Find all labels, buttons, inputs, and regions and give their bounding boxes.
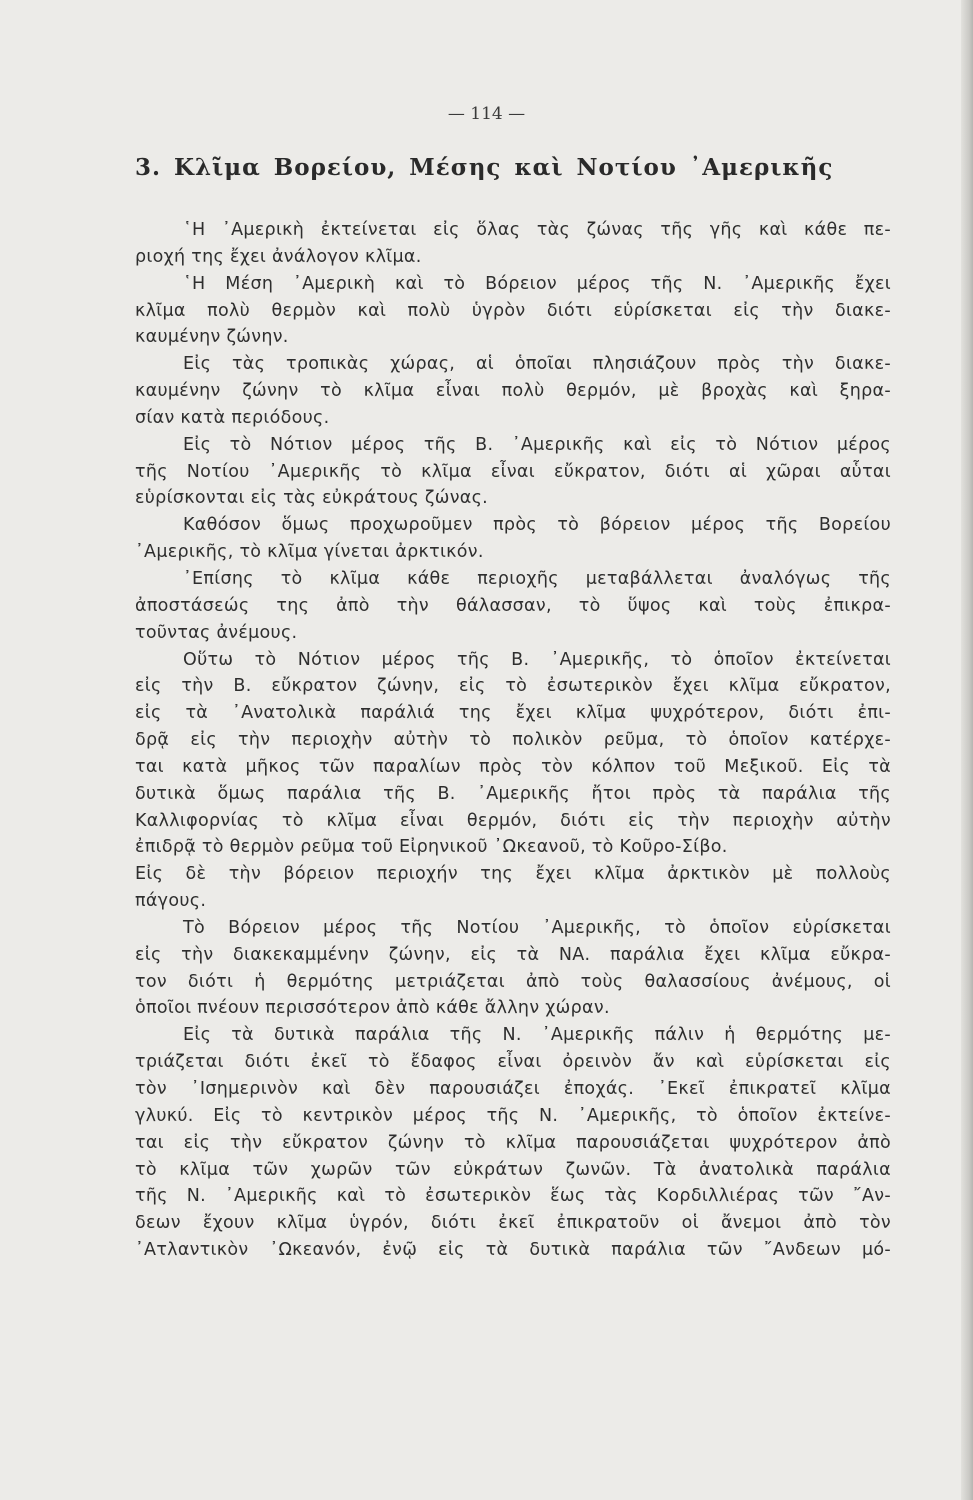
- page-edge-shadow: [961, 0, 973, 1500]
- text-line: Καθόσον ὅμως προχωροῦμεν πρὸς τὸ βόρειον μέρος τῆς Βορείου: [183, 515, 891, 536]
- body-text: [135, 217, 891, 1264]
- page-number: — 114 —: [447, 104, 526, 124]
- text-line: πάγους.: [135, 891, 207, 912]
- text-line: ἐπιδρᾷ τὸ θερμὸν ρεῦμα τοῦ Εἰρηνικοῦ ᾽Ωκεανοῦ, τὸ Κοῦρο-Σίβο.: [135, 837, 728, 858]
- text-line: εὑρίσκονται εἰς τὰς εὐκράτους ζώνας.: [135, 488, 489, 509]
- text-line: τριάζεται διότι ἐκεῖ τὸ ἔδαφος εἶναι ὀρεινὸν ἄν καὶ εὑρίσκεται εἰς: [135, 1052, 891, 1073]
- text-line: κλῖμα πολὺ θερμὸν καὶ πολὺ ὑγρὸν διότι εὑρίσκεται εἰς τὴν διακε-: [135, 300, 891, 321]
- text-line: ᾽Αμερικῆς, τὸ κλῖμα γίνεται ἀρκτικόν.: [135, 542, 484, 563]
- text-line: καυμένην ζώνην τὸ κλῖμα εἶναι πολὺ θερμόν, μὲ βροχὰς καὶ ξηρα-: [135, 381, 891, 402]
- text-line: τοῦντας ἀνέμους.: [135, 622, 298, 643]
- text-line: δυτικὰ ὅμως παράλια τῆς Β. ᾽Αμερικῆς ἤτοι πρὸς τὰ παράλια τῆς: [135, 783, 891, 804]
- text-line: τὸ κλῖμα τῶν χωρῶν τῶν εὐκράτων ζωνῶν. Τὰ ἀνατολικὰ παράλια: [135, 1159, 891, 1180]
- text-line: τὸν ᾽Ισημερινὸν καὶ δὲν παρουσιάζει ἐποχάς. ᾽Εκεῖ ἐπικρατεῖ κλῖμα: [135, 1079, 891, 1099]
- text-line: ται κατὰ μῆκος τῶν παραλίων πρὸς τὸν κόλπον τοῦ Μεξικοῦ. Εἰς τὰ: [135, 756, 891, 777]
- text-line: εἰς τὰ ᾽Ανατολικὰ παράλιά της ἔχει κλῖμα ψυχρότερον, διότι ἐπι-: [135, 703, 891, 724]
- text-line: Οὕτω τὸ Νότιον μέρος τῆς Β. ᾽Αμερικῆς, τὸ ὁποῖον ἐκτείνεται: [183, 649, 891, 670]
- text-line: ται εἰς τὴν εὔκρατον ζώνην τὸ κλῖμα παρουσιάζεται ψυχρότερον ἀπὸ: [135, 1132, 891, 1153]
- text-line: δεων ἔχουν κλῖμα ὑγρόν, διότι ἐκεῖ ἐπικρατοῦν οἱ ἄνεμοι ἀπὸ τὸν: [135, 1213, 891, 1234]
- text-line: ᾽Επίσης τὸ κλῖμα κάθε περιοχῆς μεταβάλλεται ἀναλόγως τῆς: [183, 568, 891, 589]
- text-line: δρᾷ εἰς τὴν περιοχὴν αὐτὴν τὸ πολικὸν ρεῦμα, τὸ ὁποῖον κατέρχε-: [135, 730, 891, 751]
- text-line: τῆς Ν. ᾽Αμερικῆς καὶ τὸ ἐσωτερικὸν ἕως τὰς Κορδιλλιέρας τῶν ῎Αν-: [135, 1186, 891, 1207]
- section-heading: 3. Κλῖμα Βορείου, Μέσης καὶ Νοτίου ᾽Αμερικῆς: [135, 154, 834, 181]
- text-line: ῾Η Μέση ᾽Αμερικὴ καὶ τὸ Βόρειον μέρος τῆς Ν. ᾽Αμερικῆς ἔχει: [183, 273, 891, 294]
- text-line: εἰς τὴν διακεκαμμένην ζώνην, εἰς τὰ ΝΑ. παράλια ἔχει κλῖμα εὔκρα-: [135, 944, 891, 965]
- text-line: Καλλιφορνίας τὸ κλῖμα εἶναι θερμόν, διότι εἰς τὴν περιοχὴν αὐτὴν: [135, 810, 891, 831]
- text-line: γλυκύ. Εἰς τὸ κεντρικὸν μέρος τῆς Ν. ᾽Αμερικῆς, τὸ ὁποῖον ἐκτείνε-: [135, 1105, 891, 1126]
- text-line: τῆς Νοτίου ᾽Αμερικῆς τὸ κλῖμα εἶναι εὔκρατον, διότι αἱ χῶραι αὗται: [135, 461, 891, 482]
- text-line: τον διότι ἡ θερμότης μετριάζεται ἀπὸ τοὺς θαλασσίους ἀνέμους, οἱ: [135, 971, 891, 992]
- text-line: Εἰς τὰ δυτικὰ παράλια τῆς Ν. ᾽Αμερικῆς πάλιν ἡ θερμότης με-: [183, 1025, 891, 1046]
- text-line: σίαν κατὰ περιόδους.: [135, 407, 330, 428]
- text-line: Εἰς τὰς τροπικὰς χώρας, αἱ ὁποῖαι πλησιάζουν πρὸς τὴν διακε-: [183, 354, 891, 375]
- text-line: ὁποῖοι πνέουν περισσότερον ἀπὸ κάθε ἄλλην χώραν.: [135, 998, 610, 1019]
- text-line: καυμένην ζώνην.: [135, 327, 289, 348]
- text-line: ριοχή της ἔχει ἀνάλογον κλῖμα.: [135, 246, 422, 267]
- text-line: ῾Η ᾽Αμερικὴ ἐκτείνεται εἰς ὅλας τὰς ζώνας τῆς γῆς καὶ κάθε πε-: [183, 220, 891, 240]
- text-line: εἰς τὴν Β. εὔκρατον ζώνην, εἰς τὸ ἐσωτερικὸν ἔχει κλῖμα εὔκρατον,: [135, 676, 891, 697]
- text-line: Τὸ Βόρειον μέρος τῆς Νοτίου ᾽Αμερικῆς, τὸ ὁποῖον εὑρίσκεται: [183, 917, 891, 938]
- text-line: Εἰς δὲ τὴν βόρειον περιοχήν της ἔχει κλῖμα ἀρκτικὸν μὲ πολλοὺς: [135, 864, 891, 885]
- text-line: ἀποστάσεώς της ἀπὸ τὴν θάλασσαν, τὸ ὕψος καὶ τοὺς ἐπικρα-: [135, 595, 891, 616]
- text-line: Εἰς τὸ Νότιον μέρος τῆς Β. ᾽Αμερικῆς καὶ εἰς τὸ Νότιον μέρος: [183, 434, 891, 455]
- text-line: ᾽Ατλαντικὸν ᾽Ωκεανόν, ἐνῷ εἰς τὰ δυτικὰ παράλια τῶν ῎Ανδεων μό-: [135, 1240, 891, 1261]
